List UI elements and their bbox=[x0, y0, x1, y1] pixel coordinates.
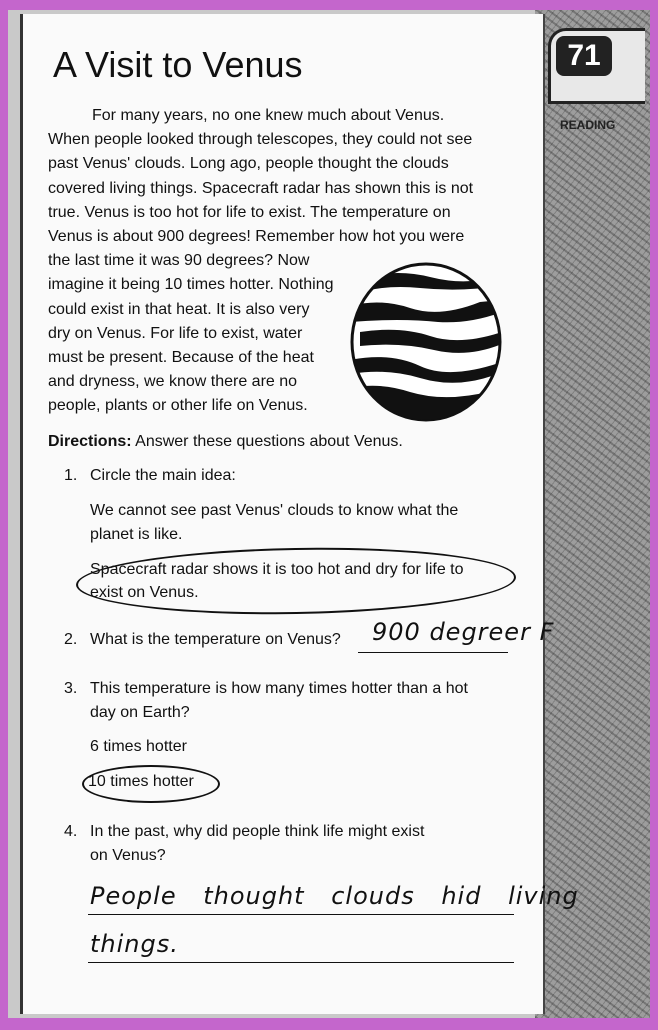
passage-line: When people looked through telescopes, they could not see bbox=[48, 131, 473, 149]
q1-option-a-line1: We cannot see past Venus' clouds to know what the bbox=[90, 502, 459, 519]
page-number-badge: 71 bbox=[556, 36, 612, 76]
passage-line: the last time it was 90 degrees? Now bbox=[48, 252, 310, 270]
q2-handwritten-answer: 900 degreer F bbox=[372, 618, 555, 646]
directions-label: Directions: bbox=[48, 433, 132, 450]
venus-planet-illustration bbox=[350, 262, 502, 422]
q2-prompt: What is the temperature on Venus? bbox=[90, 631, 341, 648]
q3-option-b: 10 times hotter bbox=[88, 773, 194, 790]
q1-option-b-line2: exist on Venus. bbox=[90, 584, 199, 601]
q1-option-b-line1: Spacecraft radar shows it is too hot and dry for life to bbox=[90, 561, 464, 578]
passage-line: people, plants or other life on Venus. bbox=[48, 397, 308, 415]
section-label: READING bbox=[560, 118, 616, 132]
q4-prompt-line2: on Venus? bbox=[90, 847, 166, 864]
q4-prompt-line1: In the past, why did people think life might exist bbox=[90, 823, 425, 840]
passage-line: and dryness, we know there are no bbox=[48, 373, 298, 391]
directions-text: Answer these questions about Venus. bbox=[135, 433, 403, 450]
q4-answer-line-1 bbox=[88, 914, 514, 915]
q2-answer-line bbox=[358, 652, 508, 653]
q1-option-a-line2: planet is like. bbox=[90, 526, 183, 543]
page-title: A Visit to Venus bbox=[53, 44, 303, 85]
q3-number: 3. bbox=[64, 680, 78, 697]
passage-line: covered living things. Spacecraft radar has shown this is not bbox=[48, 179, 474, 197]
q4-handwritten-answer-line1: People thought clouds hid living bbox=[90, 882, 579, 910]
q3-option-a: 6 times hotter bbox=[90, 738, 187, 755]
background-texture bbox=[535, 10, 650, 1018]
passage-line: imagine it being 10 times hotter. Nothing bbox=[48, 276, 334, 294]
q2-number: 2. bbox=[64, 631, 78, 648]
passage-line: dry on Venus. For life to exist, water bbox=[48, 324, 303, 342]
q3-prompt-line1: This temperature is how many times hotter than a hot bbox=[90, 680, 468, 697]
q4-answer-line-2 bbox=[88, 962, 514, 963]
passage-line: Venus is about 900 degrees! Remember how hot you were bbox=[48, 228, 465, 246]
q3-prompt-line2: day on Earth? bbox=[90, 704, 190, 721]
q1-prompt: Circle the main idea: bbox=[90, 467, 236, 484]
directions bbox=[48, 433, 403, 451]
q4-number: 4. bbox=[64, 823, 78, 840]
passage-line: could exist in that heat. It is also very bbox=[48, 300, 310, 318]
passage-line: For many years, no one knew much about Venus. bbox=[92, 107, 445, 124]
passage-line: past Venus' clouds. Long ago, people thought the clouds bbox=[48, 155, 449, 173]
passage-line: true. Venus is too hot for life to exist. The temperature on bbox=[48, 203, 451, 221]
q4-handwritten-answer-line2: things. bbox=[90, 930, 179, 958]
passage-line: must be present. Because of the heat bbox=[48, 349, 314, 367]
q1-number: 1. bbox=[64, 467, 78, 484]
